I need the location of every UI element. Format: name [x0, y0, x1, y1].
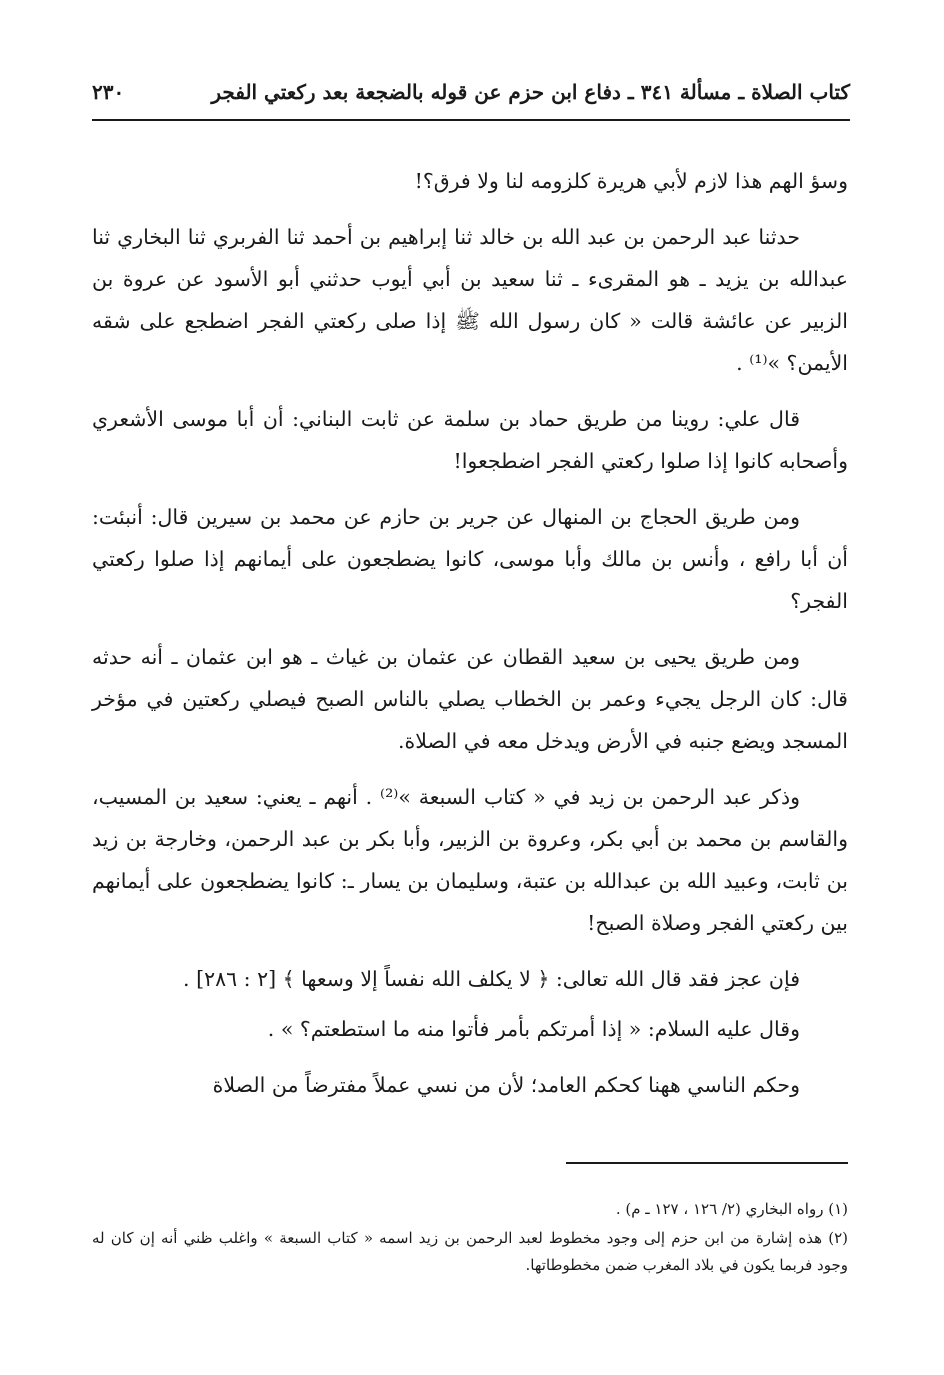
paragraph: ومن طريق الحجاج بن المنهال عن جرير بن حازم عن محمد بن سيرين قال: أنبئت: أن أبا رافع ، وأنس بن مالك وأبا موسى، كانوا يضطجعون على أيمانهم إذا صلوا ركعتي الفجر؟	[92, 505, 848, 613]
paragraph: وذكر عبد الرحمن بن زيد في « كتاب السبعة »⁽²⁾ . أنهم ـ يعني: سعيد بن المسيب، والقاسم بن محمد بن أبي بكر، وعروة بن الزبير، وأبا بكر بن عبد الرحمن، وخارجة بن زيد بن ثابت، وعبيد الله بن عبدالله بن عتبة، وسليمان بن يسار ـ: كانوا يضطجعون على أيمانهم بين ركعتي الفجر وصلاة الصبح!	[92, 785, 848, 935]
footnotes	[92, 1196, 848, 1281]
main-text	[92, 160, 848, 1120]
paragraph: حدثنا عبد الرحمن بن عبد الله بن خالد ثنا إبراهيم بن أحمد ثنا الفربري ثنا البخاري ثنا عبدالله بن يزيد ـ هو المقرىء ـ ثنا سعيد بن أبي أيوب حدثني أبو الأسود عن عروة بن الزبير عن عائشة قالت « كان رسول الله ﷺ إذا صلى ركعتي الفجر اضطجع على شقه الأيمن؟ »⁽¹⁾ .	[92, 225, 848, 375]
footnote-1: (١) رواه البخاري (٢/ ١٢٦ ، ١٢٧ ـ م) .	[615, 1200, 848, 1218]
paragraph: قال علي: روينا من طريق حماد بن سلمة عن ثابت البناني: أن أبا موسى الأشعري وأصحابه كانوا إذا صلوا ركعتي الفجر اضطجعوا!	[92, 407, 848, 473]
header-rule	[92, 119, 850, 121]
paragraph: وحكم الناسي ههنا كحكم العامد؛ لأن من نسي عملاً مفترضاً من الصلاة	[212, 1073, 800, 1097]
paragraph: وسؤ الهم هذا لازم لأبي هريرة كلزومه لنا ولا فرق؟!	[414, 169, 848, 193]
paragraph: ومن طريق يحيى بن سعيد القطان عن عثمان بن غياث ـ هو ابن عثمان ـ أنه حدثه قال: كان الرجل يجيء وعمر بن الخطاب يصلي بالناس الصبح فيصلي ركعتين في مؤخر المسجد ويضع جنبه في الأرض ويدخل معه في الصلاة.	[92, 645, 848, 753]
hadith-paragraph: وقال عليه السلام: « إذا أمرتكم بأمر فأتوا منه ما استطعتم؟ » .	[267, 1017, 800, 1041]
page-number: ٢٣٠	[92, 80, 125, 104]
quran-verse-paragraph: فإن عجز فقد قال الله تعالى: ﴿ لا يكلف الله نفساً إلا وسعها ﴾ [٢ : ٢٨٦] .	[183, 967, 800, 991]
footnote-rule	[566, 1162, 848, 1164]
page-header	[92, 78, 850, 124]
footnote-2: (٢) هذه إشارة من ابن حزم إلى وجود مخطوط لعبد الرحمن بن زيد اسمه « كتاب السبعة » واغلب ظني أنه إن كان له وجود فربما يكون في بلاد المغرب ضمن مخطوطاتها.	[92, 1229, 848, 1274]
running-title: كتاب الصلاة ـ مسألة ٣٤١ ـ دفاع ابن حزم عن قوله بالضجعة بعد ركعتي الفجر	[211, 80, 850, 104]
